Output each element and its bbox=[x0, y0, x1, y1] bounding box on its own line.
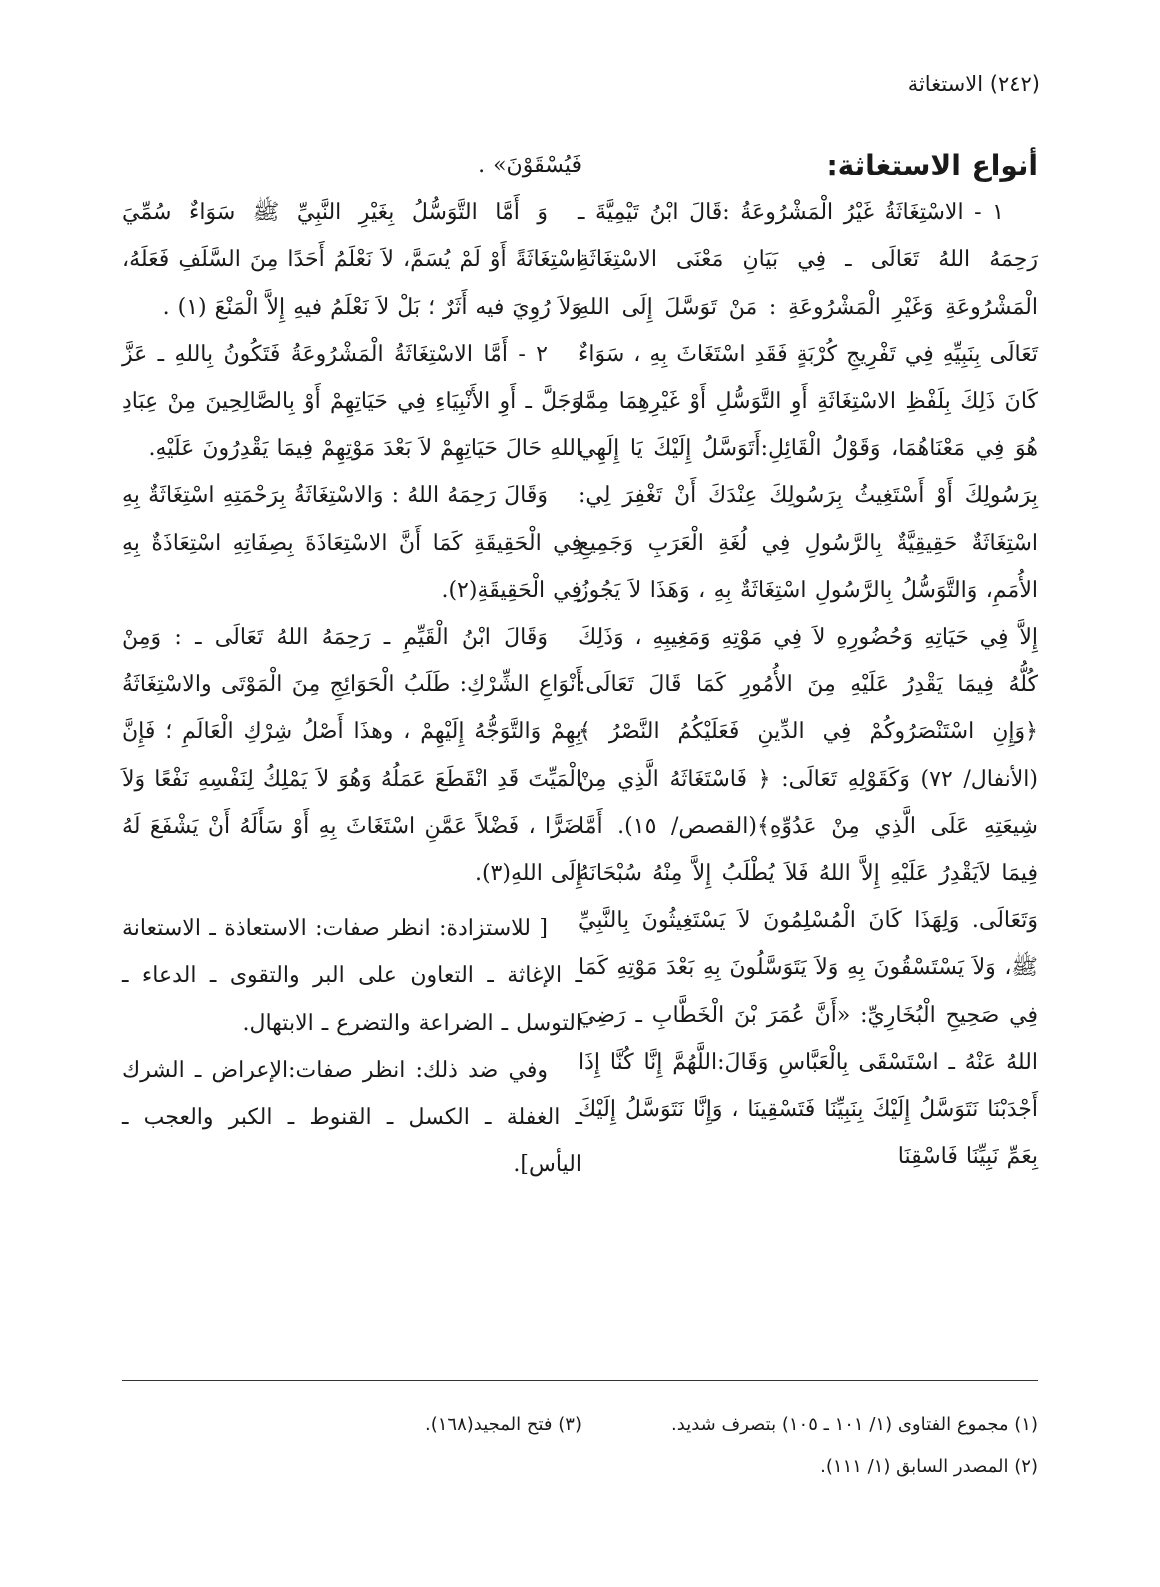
footnote-2: (٢) المصدر السابق (١/ ١١١). bbox=[820, 1456, 1038, 1477]
running-header: (٢٤٢) الاستغاثة bbox=[907, 72, 1040, 96]
footnote-3: (٣) فتح المجيد(١٦٨). bbox=[424, 1414, 582, 1435]
paragraph-tawassul-others: وَ أَمَّا التَّوَسُّلُ بِغَيْرِ النَّبِيِّ ﷺ سَوَاءٌ سُمِّيَ اسْتِغَاثَةً أَوْ لَمْ يُسَمَّ، لاَ نَعْلَمُ أَحَدًا مِنَ السَّلَفِ فَعَلَهُ، وَلاَ رُوِيَ فيه أَثَرٌ ؛ بَلْ لاَ نَعْلَمُ فيهِ إِلاَّ الْمَنْعَ (١) . bbox=[122, 200, 582, 320]
footnotes-left bbox=[122, 1404, 582, 1446]
spacer bbox=[122, 897, 582, 905]
paragraph-ibn-qayyim-quote: وَقَالَ ابْنُ الْقَيِّمِ ـ رَحِمَهُ اللهُ تَعَالَى ـ : وَمِنْ أَنْوَاعِ الشِّرْكِ: طَلَبُ الْحَوَائِجِ مِنَ الْمَوْتَى والاسْتِغَاثَةُ بِهِمْ وَالتَّوَجُّهُ إِلَيْهِمْ ، وهذَا أَصْلُ شِرْكِ الْعَالَمِ ؛ فَإِنَّ الْمَيِّتَ قَدِ انْقَطَعَ عَمَلُهُ وَهُوَ لاَ يَمْلِكُ لِنَفْسِهِ نَفْعًا وَلاَ ضَرًّا ، فَضْلاً عَمَّنِ اسْتَغَاثَ بِهِ أَوْ سَأَلَهُ أَنْ يَشْفَعَ لَهُ إِلَى اللهِ(٣). bbox=[122, 625, 582, 887]
paragraph-rahma-quote: وَقَالَ رَحِمَهُ اللهُ : وَالاسْتِغَاثَةُ بِرَحْمَتِهِ اسْتِغَاثَةٌ بِهِ فِي الْحَقِيقَةِ كَمَا أَنَّ الاسْتِعَاذَةَ بِصِفَاتِهِ اسْتِعَاذَةٌ بِهِ فِي الْحَقِيقَةِ(٢). bbox=[122, 483, 582, 603]
right-column bbox=[578, 142, 1038, 1180]
footnote-1: (١) مجموع الفتاوى (١/ ١٠١ ـ ١٠٥) بتصرف شديد. bbox=[671, 1414, 1038, 1435]
paragraph-opposites: وفي ضد ذلك: انظر صفات:الإعراض ـ الشرك ـ الغفلة ـ الكسل ـ القنوط ـ الكبر والعجب ـ اليأس]. bbox=[122, 1057, 582, 1178]
footnote-divider bbox=[122, 1380, 1038, 1381]
left-column bbox=[122, 142, 582, 1188]
paragraph-illegitimate-istighatha: ١ - الاسْتِغَاثَةُ غَيْرُ الْمَشْرُوعَةُ :قَالَ ابْنُ تَيْمِيَّةَ ـ رَحِمَهُ اللهُ تَعَالَى ـ فِي بَيَانِ مَعْنَى الاسْتِغَاثَةِ الْمَشْرُوعَةِ وَغَيْرِ الْمَشْرُوعَةِ : مَنْ تَوَسَّلَ إِلَى اللهِ تَعَالَى بِنَبِيِّهِ فِي تَفْرِيجِ كُرْبَةٍ فَقَدِ اسْتَغَاثَ بِهِ ، سَوَاءٌ كَانَ ذَلِكَ بِلَفْظِ الاسْتِغَاثَةِ أَوِ التَّوَسُّلِ أَوْ غَيْرِهِمَا مِمَّا هُوَ فِي مَعْنَاهُمَا، وَقَوْلُ الْقَائِلِ:أَتَوَسَّلُ إِلَيْكَ يَا إِلَهِي بِرَسُولِكَ أَوْ أَسْتَغِيثُ بِرَسُولِكَ عِنْدَكَ أَنْ تَغْفِرَ لِي: اسْتِغَاثَةٌ حَقِيقِيَّةٌ بِالرَّسُولِ فِي لُغَةِ الْعَرَبِ وَجَمِيعِ الأُمَمِ، وَالتَّوَسُّلُ بِالرَّسُولِ اسْتِغَاثَةٌ بِهِ ، وَهَذَا لاَ يَجُوزُ إِلاَّ فِي حَيَاتِهِ وَحُضُورِهِ لاَ فِي مَوْتِهِ وَمَغِيبِهِ ، وَذَلِكَ كُلُّهُ فِيمَا يَقْدِرُ عَلَيْهِ مِنَ الأُمُورِ كَمَا قَالَ تَعَالَى: ﴿وَإِنِ اسْتَنْصَرُوكُمْ فِي الدِّينِ فَعَلَيْكُمُ النَّصْرُ ﴾(الأنفال/ ٧٢) وَكَقَوْلِهِ تَعَالَى: ﴿ فَاسْتَغَاثَهُ الَّذِي مِنْ شِيعَتِهِ عَلَى الَّذِي مِنْ عَدُوِّهِ﴾(القصص/ ١٥). أَمَّا فِيمَا لاَيَقْدِرُ عَلَيْهِ إِلاَّ اللهُ فَلاَ يُطْلَبُ إِلاَّ مِنْهُ سُبْحَانَهُ وَتَعَالَى. وَلِهَذَا كَانَ الْمُسْلِمُونَ لاَ يَسْتَغِيثُونَ بِالنَّبِيِّ ﷺ، وَلاَ يَسْتَسْقُونَ بِهِ وَلاَ يَتَوَسَّلُونَ بِهِ بَعْدَ مَوْتِهِ كَمَا فِي صَحِيحِ الْبُخَارِيِّ: «أَنَّ عُمَرَ بْنَ الْخَطَّابِ ـ رَضِيَ اللهُ عَنْهُ ـ اسْتَسْقَى بِالْعَبَّاسِ وَقَالَ:اللَّهُمَّ إِنَّا كُنَّا إِذَا أَجْدَبْنَا نَتَوَسَّلُ إِلَيْكَ بِنَبِيِّنَا فَتَسْقِينَا ، وَإِنَّا نَتَوَسَّلُ إِلَيْكَ بِعَمِّ نَبِيِّنَا فَاسْقِنَا bbox=[578, 200, 1038, 1170]
footnotes-right bbox=[578, 1404, 1038, 1488]
paragraph-legitimate-istighatha: ٢ - أَمَّا الاسْتِغَاثَةُ الْمَشْرُوعَةُ فَتَكُونُ بِاللهِ ـ عَزَّ وَجَلَّ ـ أَوِ الأَنْبِيَاءِ فِي حَيَاتِهِمْ أَوْ بِالصَّالِحِينَ مِنْ عِبَادِ اللهِ حَالَ حَيَاتِهِمْ لاَ بَعْدَ مَوْتِهِمْ فِيمَا يَقْدِرُونَ عَلَيْهِ. bbox=[122, 341, 582, 462]
paragraph-see-also: [ للاستزادة: انظر صفات: الاستعاذة ـ الاستعانة ـ الإغاثة ـ التعاون على البر والتقوى ـ الدعاء ـ التوسل ـ الضراعة والتضرع ـ الابتهال. bbox=[122, 916, 582, 1036]
paragraph-continuation: فَيُسْقَوْنَ» . bbox=[478, 153, 582, 178]
section-title: أنواع الاستغاثة: bbox=[826, 149, 1038, 182]
